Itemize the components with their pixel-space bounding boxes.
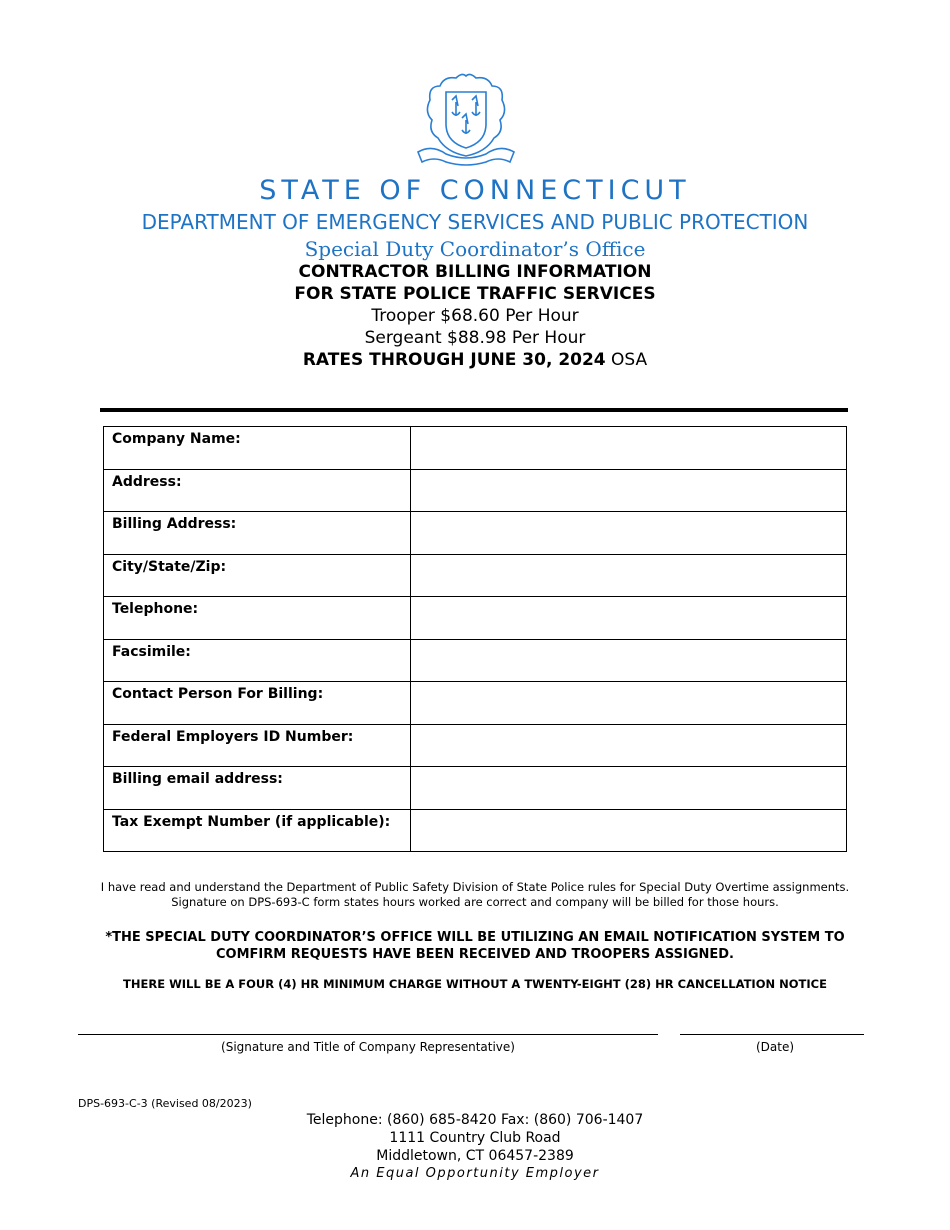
email-notification-notice — [0, 929, 950, 963]
billing-address-label: Billing Address: — [104, 512, 411, 555]
billing-info-table — [103, 426, 847, 852]
billing-contact-field[interactable] — [411, 682, 847, 725]
rates-through — [0, 350, 950, 370]
rates-through-suffix: OSA — [605, 350, 648, 370]
tax-exempt-number-label: Tax Exempt Number (if applicable): — [104, 809, 411, 852]
state-name: STATE OF CONNECTICUT — [259, 175, 691, 206]
table-row — [104, 639, 847, 682]
address-field[interactable] — [411, 469, 847, 512]
header-divider — [100, 408, 848, 412]
date-caption: (Date) — [755, 1040, 795, 1054]
billing-email-label: Billing email address: — [104, 767, 411, 810]
address-label: Address: — [104, 469, 411, 512]
table-row — [104, 682, 847, 725]
trooper-rate: Trooper $68.60 Per Hour — [371, 306, 579, 326]
billing-contact-label: Contact Person For Billing: — [104, 682, 411, 725]
signature-caption: (Signature and Title of Company Representative) — [221, 1040, 515, 1054]
department-name: DEPARTMENT OF EMERGENCY SERVICES AND PUBLIC PROTECTION — [141, 210, 809, 234]
telephone-label: Telephone: — [104, 597, 411, 640]
billing-address-field[interactable] — [411, 512, 847, 555]
rates-through-date: RATES THROUGH JUNE 30, 2024 — [302, 350, 606, 370]
tax-exempt-number-field[interactable] — [411, 809, 847, 852]
acknowledgement-line1: I have read and understand the Department of Public Safety Division of State Police rules for Special Duty Overtime assignments. — [100, 880, 850, 894]
facsimile-label: Facsimile: — [104, 639, 411, 682]
signature-line[interactable] — [78, 1034, 658, 1035]
footer-street: 1111 Country Club Road — [389, 1130, 561, 1146]
minimum-charge-notice: THERE WILL BE A FOUR (4) HR MINIMUM CHARGE WITHOUT A TWENTY-EIGHT (28) HR CANCELLATION NOTICE — [123, 977, 827, 991]
form-title-line2: FOR STATE POLICE TRAFFIC SERVICES — [294, 284, 656, 304]
table-row — [104, 809, 847, 852]
city-state-zip-field[interactable] — [411, 554, 847, 597]
form-title-line1: CONTRACTOR BILLING INFORMATION — [298, 262, 652, 282]
facsimile-field[interactable] — [411, 639, 847, 682]
date-line[interactable] — [680, 1034, 864, 1035]
footer-eoe: An Equal Opportunity Employer — [350, 1166, 600, 1181]
city-state-zip-label: City/State/Zip: — [104, 554, 411, 597]
footer-phone-fax: Telephone: (860) 685-8420 Fax: (860) 706-1407 — [306, 1112, 644, 1128]
billing-email-field[interactable] — [411, 767, 847, 810]
federal-employer-id-field[interactable] — [411, 724, 847, 767]
email-notice-line1: *THE SPECIAL DUTY COORDINATOR’S OFFICE WILL BE UTILIZING AN EMAIL NOTIFICATION SYSTEM TO — [105, 930, 845, 945]
table-row — [104, 469, 847, 512]
state-seal-icon — [412, 72, 520, 168]
form-id: DPS-693-C-3 (Revised 08/2023) — [78, 1097, 252, 1110]
email-notice-line2: COMFIRM REQUESTS HAVE BEEN RECEIVED AND TROOPERS ASSIGNED. — [216, 947, 734, 962]
table-row — [104, 512, 847, 555]
federal-employer-id-label: Federal Employers ID Number: — [104, 724, 411, 767]
footer-city: Middletown, CT 06457-2389 — [376, 1148, 574, 1164]
table-row — [104, 597, 847, 640]
telephone-field[interactable] — [411, 597, 847, 640]
acknowledgement-text — [0, 880, 950, 910]
table-row — [104, 554, 847, 597]
table-row — [104, 767, 847, 810]
office-name: Special Duty Coordinator’s Office — [304, 237, 646, 261]
company-name-label: Company Name: — [104, 427, 411, 470]
table-row — [104, 724, 847, 767]
table-row — [104, 427, 847, 470]
sergeant-rate: Sergeant $88.98 Per Hour — [364, 328, 586, 348]
acknowledgement-line2: Signature on DPS-693-C form states hours worked are correct and company will be billed for those hours. — [171, 895, 779, 909]
company-name-field[interactable] — [411, 427, 847, 470]
